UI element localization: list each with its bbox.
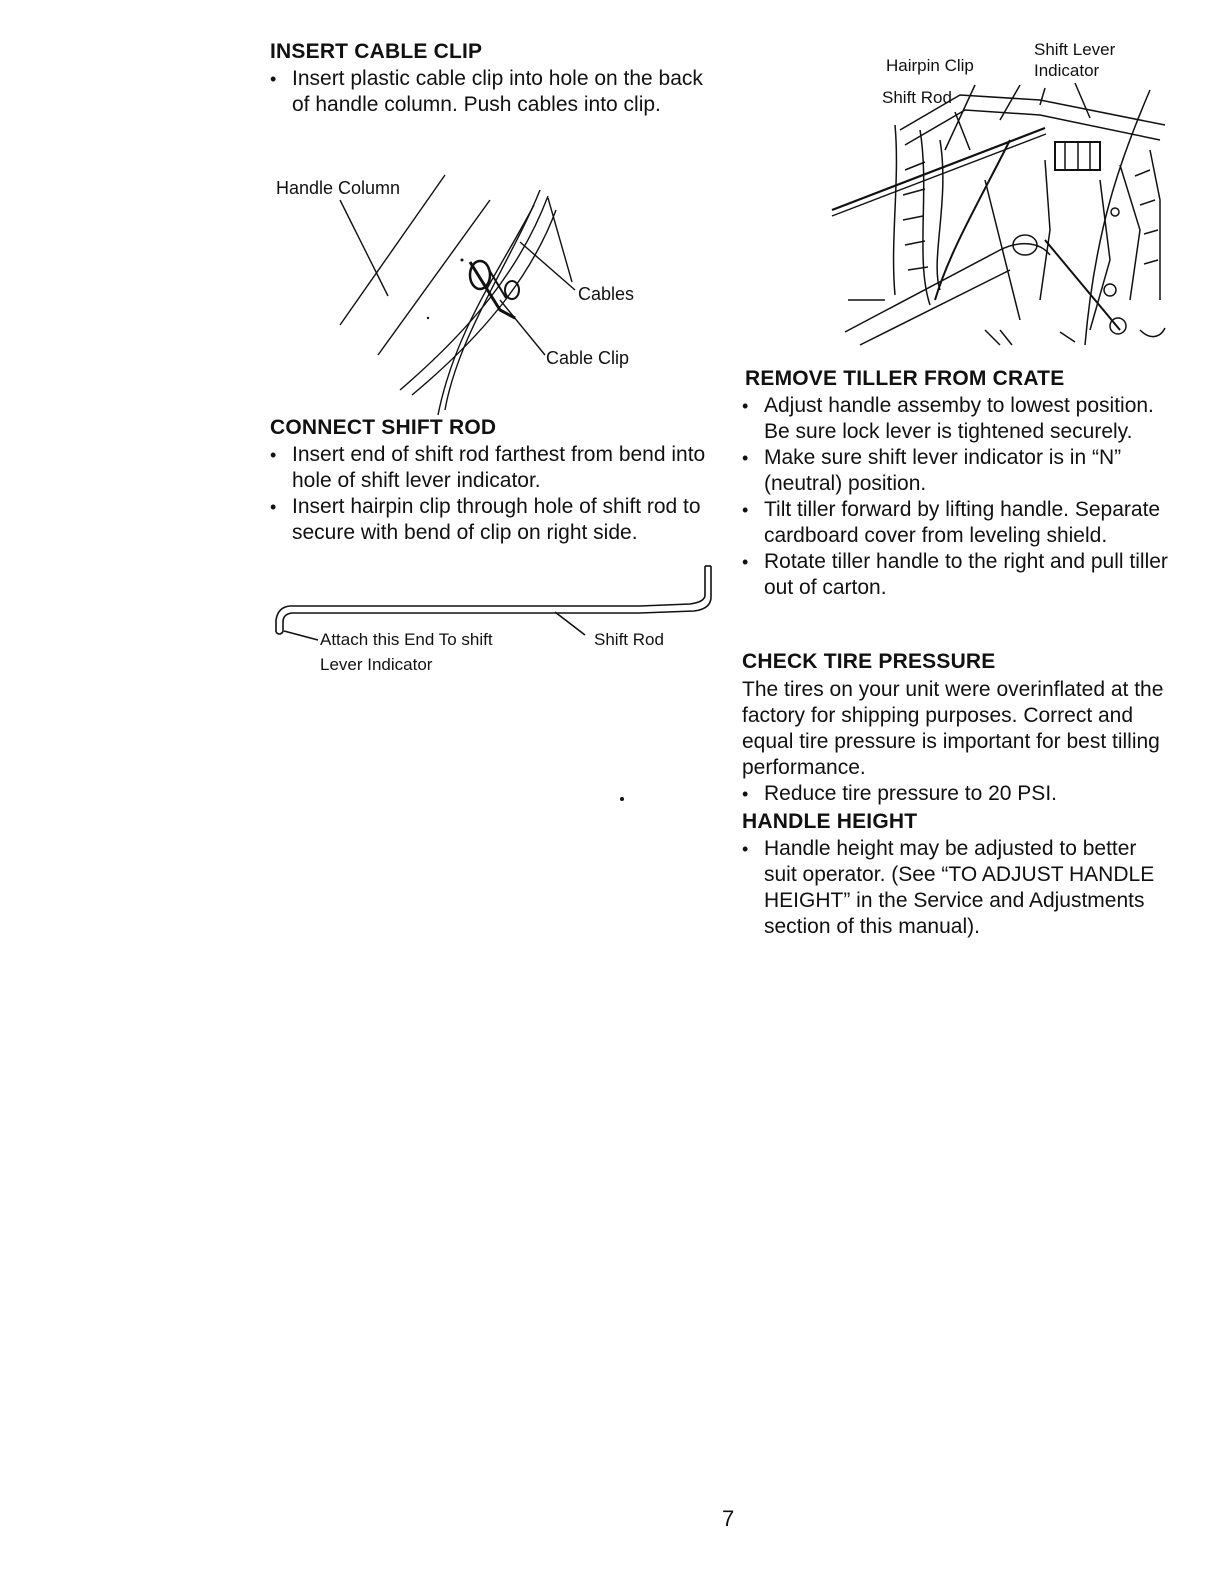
handle-column-label: Handle Column xyxy=(276,178,401,198)
list-item: • Make sure shift lever indicator is in “N” (neutral) position. xyxy=(742,445,1172,497)
handle-height-list xyxy=(742,836,1167,940)
shift-rod-label: Shift Rod xyxy=(594,630,664,649)
connect-shift-rod-heading: CONNECT SHIFT ROD xyxy=(270,416,497,439)
tire-pressure-paragraph: The tires on your unit were overinflated at the factory for shipping purposes. Correct and equal tire pressure is important for best tilling performance. xyxy=(742,678,1164,779)
attach-end-label: Attach this End To shift xyxy=(320,630,493,649)
indicator-label: Indicator xyxy=(1034,61,1100,80)
list-item: • Insert end of shift rod farthest from bend into hole of shift lever indicator. xyxy=(270,442,718,494)
handle-height-heading: HANDLE HEIGHT xyxy=(742,810,918,833)
list-item: • Rotate tiller handle to the right and pull tiller out of carton. xyxy=(742,549,1172,601)
remove-tiller-list xyxy=(742,393,1172,601)
shift-rod-label-right: Shift Rod xyxy=(882,88,952,107)
list-item: • Tilt tiller forward by lifting handle. Separate cardboard cover from leveling shield. xyxy=(742,497,1172,549)
list-item: • Insert hairpin clip through hole of shift rod to secure with bend of clip on right side. xyxy=(270,494,718,546)
tire-pressure-list xyxy=(742,781,1172,807)
shift-lever-label: Shift Lever xyxy=(1034,40,1116,59)
hairpin-clip-label: Hairpin Clip xyxy=(886,56,974,75)
cable-clip-label: Cable Clip xyxy=(546,348,630,368)
check-tire-pressure-heading: CHECK TIRE PRESSURE xyxy=(742,650,996,673)
list-item: • Insert plastic cable clip into hole on the back of handle column. Push cables into clip. xyxy=(270,66,710,118)
lever-indicator-label: Lever Indicator xyxy=(320,655,433,674)
list-item: • Handle height may be adjusted to better suit operator. (See “TO ADJUST HANDLE HEIGHT” in the Service and Adjustments section of this manual). xyxy=(742,836,1167,940)
list-item: • Reduce tire pressure to 20 PSI. xyxy=(742,781,1172,807)
insert-cable-clip-heading: INSERT CABLE CLIP xyxy=(270,40,483,63)
page-number: 7 xyxy=(722,1506,735,1531)
cables-label: Cables xyxy=(578,284,635,304)
list-item: • Adjust handle assemby to lowest position. Be sure lock lever is tightened securely. xyxy=(742,393,1172,445)
print-mark xyxy=(620,797,624,801)
remove-tiller-heading: REMOVE TILLER FROM CRATE xyxy=(745,367,1065,390)
